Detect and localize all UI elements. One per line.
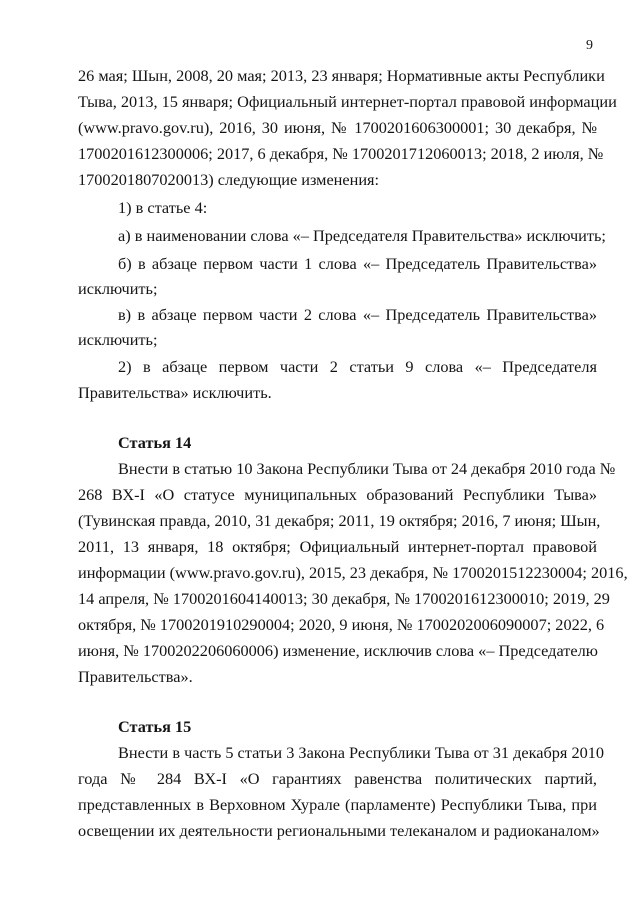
text-line: 268 ВХ-I «О статусе муниципальных образований Республики Тыва» [78, 485, 597, 504]
list-item-continuation: исключить; [78, 330, 158, 349]
text-line: 1700201807020013) следующие изменения: [78, 170, 380, 189]
page-number: 9 [586, 38, 593, 53]
list-item-continuation: исключить; [78, 279, 158, 298]
text-line: Внести в часть 5 статьи 3 Закона Республики Тыва от 31 декабря 2010 [118, 743, 605, 762]
text-line: Внести в статью 10 Закона Республики Тыва от 24 декабря 2010 года № [118, 459, 616, 478]
text-line: 14 апреля, № 1700201604140013; 30 декабря, № 1700201612300010; 2019, 29 [78, 589, 610, 608]
list-item: 1) в статье 4: [118, 198, 208, 217]
list-item-continuation: Правительства» исключить. [78, 383, 272, 402]
text-line: Тыва, 2013, 15 января; Официальный интернет-портал правовой информации [78, 92, 617, 111]
text-line: 1700201612300006; 2017, 6 декабря, № 1700201712060013; 2018, 2 июля, № [78, 144, 604, 163]
list-item: 2) в абзаце первом части 2 статьи 9 слова «– Председателя [118, 357, 597, 376]
text-line: октября, № 1700201910290004; 2020, 9 июня, № 1700202006090007; 2022, 6 [78, 615, 605, 634]
text-line: освещении их деятельности региональными телеканалом и радиоканалом» [78, 821, 600, 840]
text-line: года № 284 ВХ-I «О гарантиях равенства политических партий, [78, 769, 597, 788]
text-line: 2011, 13 января, 18 октября; Официальный интернет-портал правовой [78, 537, 597, 556]
text-line: информации (www.pravo.gov.ru), 2015, 23 декабря, № 1700201512230004; 2016, [78, 563, 628, 582]
text-line: представленных в Верховном Хурале (парламенте) Республики Тыва, при [78, 795, 597, 814]
text-line: 26 мая; Шын, 2008, 20 мая; 2013, 23 января; Нормативные акты Республики [78, 66, 605, 85]
list-item: в) в абзаце первом части 2 слова «– Председатель Правительства» [118, 305, 597, 324]
article-14-title: Статья 14 [118, 433, 192, 452]
article-15-title: Статья 15 [118, 717, 192, 736]
list-item: а) в наименовании слова «– Председателя Правительства» исключить; [118, 226, 606, 245]
list-item: б) в абзаце первом части 1 слова «– Председатель Правительства» [118, 254, 597, 273]
text-line: июня, № 1700202206060006) изменение, исключив слова «– Председателю [78, 641, 598, 660]
text-line: (Тувинская правда, 2010, 31 декабря; 2011, 19 октября; 2016, 7 июня; Шын, [78, 511, 601, 530]
text-line: Правительства». [78, 667, 193, 686]
text-line: (www.pravo.gov.ru), 2016, 30 июня, № 1700201606300001; 30 декабря, № [78, 118, 597, 137]
